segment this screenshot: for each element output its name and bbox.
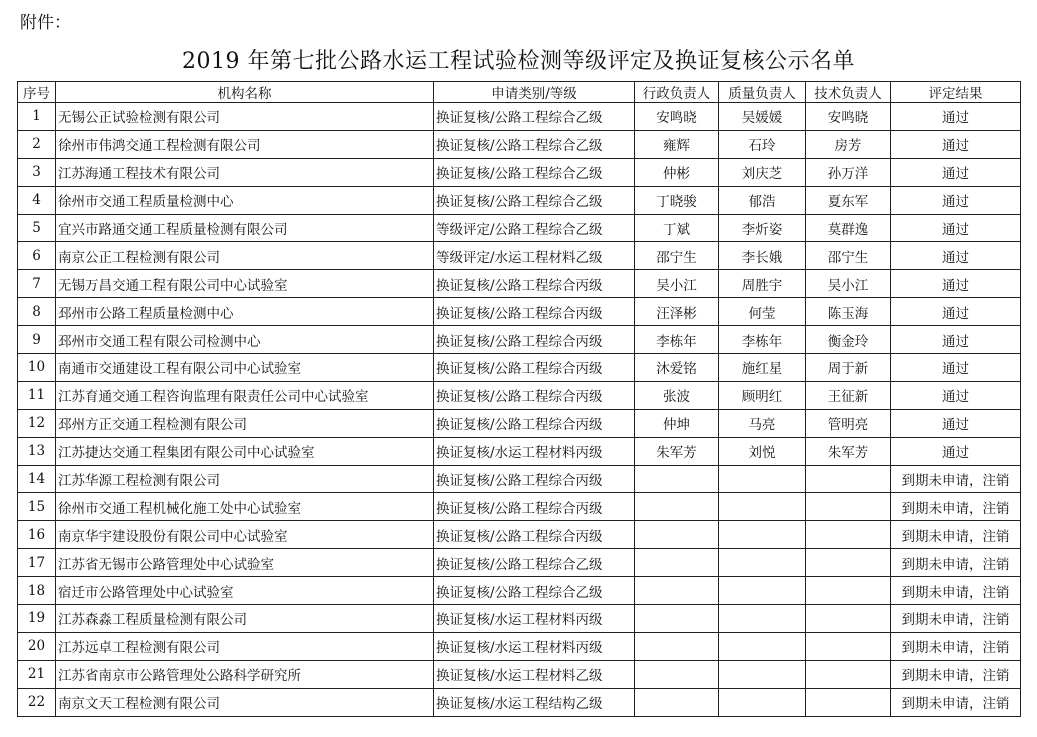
cell-index: 20 [18,632,56,660]
cell-index: 18 [18,577,56,605]
cell-admin-head: 丁斌 [635,214,719,242]
cell-quality-head: 顾明红 [719,381,806,409]
cell-tech-head [806,549,891,577]
cell-tech-head: 邵宁生 [806,242,891,270]
cell-admin-head [635,465,719,493]
cell-category: 等级评定/水运工程材料乙级 [434,242,635,270]
table-row [18,186,1021,214]
cell-index: 9 [18,326,56,354]
cell-index: 3 [18,158,56,186]
cell-quality-head [719,549,806,577]
header-tech-head: 技术负责人 [806,82,891,103]
cell-org-name: 徐州市伟鸿交通工程检测有限公司 [56,130,434,158]
cell-org-name: 江苏省南京市公路管理处公路科学研究所 [56,660,434,688]
table-row [18,577,1021,605]
cell-admin-head: 李栋年 [635,326,719,354]
cell-category: 换证复核/公路工程综合丙级 [434,521,635,549]
cell-index: 10 [18,354,56,382]
cell-admin-head: 仲彬 [635,158,719,186]
cell-tech-head [806,660,891,688]
document-title: 2019 年第七批公路水运工程试验检测等级评定及换证复核公示名单 [182,49,855,74]
table-row [18,381,1021,409]
cell-result: 通过 [891,437,1021,465]
header-category: 申请类别/等级 [434,82,635,103]
cell-org-name: 宜兴市路通交通工程质量检测有限公司 [56,214,434,242]
cell-index: 21 [18,660,56,688]
cell-admin-head [635,577,719,605]
table-row [18,660,1021,688]
cell-quality-head [719,688,806,716]
cell-org-name: 南京公正工程检测有限公司 [56,242,434,270]
table-body [18,103,1021,717]
cell-admin-head: 朱军芳 [635,437,719,465]
cell-index: 22 [18,688,56,716]
cell-admin-head: 雍辉 [635,130,719,158]
cell-admin-head [635,688,719,716]
cell-quality-head: 石玲 [719,130,806,158]
cell-admin-head: 安鸣晓 [635,103,719,131]
table-row [18,465,1021,493]
cell-result: 到期未申请，注销 [891,577,1021,605]
cell-admin-head: 仲坤 [635,409,719,437]
cell-quality-head [719,493,806,521]
results-table [17,81,1021,717]
cell-result: 到期未申请，注销 [891,549,1021,577]
cell-result: 通过 [891,354,1021,382]
cell-tech-head [806,521,891,549]
cell-quality-head: 何莹 [719,298,806,326]
cell-org-name: 南京文天工程检测有限公司 [56,688,434,716]
cell-category: 换证复核/公路工程综合乙级 [434,130,635,158]
table-row [18,103,1021,131]
cell-result: 通过 [891,158,1021,186]
cell-tech-head [806,632,891,660]
cell-admin-head: 丁晓骏 [635,186,719,214]
cell-index: 16 [18,521,56,549]
cell-category: 换证复核/水运工程结构乙级 [434,688,635,716]
cell-category: 换证复核/公路工程综合丙级 [434,465,635,493]
cell-quality-head [719,605,806,633]
header-admin-head: 行政负责人 [635,82,719,103]
cell-org-name: 南通市交通建设工程有限公司中心试验室 [56,354,434,382]
cell-admin-head [635,493,719,521]
cell-quality-head [719,521,806,549]
cell-quality-head: 李炘姿 [719,214,806,242]
cell-org-name: 邳州市交通工程有限公司检测中心 [56,326,434,354]
cell-quality-head: 吴媛媛 [719,103,806,131]
header-result: 评定结果 [891,82,1021,103]
cell-result: 通过 [891,214,1021,242]
cell-org-name: 江苏森淼工程质量检测有限公司 [56,605,434,633]
cell-org-name: 邳州市公路工程质量检测中心 [56,298,434,326]
cell-result: 通过 [891,270,1021,298]
table-row [18,214,1021,242]
cell-tech-head [806,577,891,605]
cell-index: 4 [18,186,56,214]
cell-quality-head: 马亮 [719,409,806,437]
table-row [18,549,1021,577]
cell-org-name: 徐州市交通工程质量检测中心 [56,186,434,214]
table-row [18,688,1021,716]
cell-admin-head [635,605,719,633]
cell-index: 8 [18,298,56,326]
cell-result: 通过 [891,103,1021,131]
cell-tech-head: 孙万洋 [806,158,891,186]
cell-org-name: 无锡万昌交通工程有限公司中心试验室 [56,270,434,298]
table-row [18,130,1021,158]
cell-tech-head: 夏东军 [806,186,891,214]
cell-org-name: 江苏省无锡市公路管理处中心试验室 [56,549,434,577]
cell-tech-head: 朱军芳 [806,437,891,465]
cell-tech-head [806,493,891,521]
cell-index: 2 [18,130,56,158]
table-row [18,409,1021,437]
cell-category: 换证复核/公路工程综合丙级 [434,381,635,409]
cell-result: 通过 [891,186,1021,214]
cell-quality-head: 刘庆芝 [719,158,806,186]
cell-category: 换证复核/公路工程综合丙级 [434,409,635,437]
cell-quality-head [719,660,806,688]
table-row [18,605,1021,633]
table-row [18,326,1021,354]
cell-org-name: 宿迁市公路管理处中心试验室 [56,577,434,605]
cell-result: 通过 [891,409,1021,437]
cell-org-name: 江苏育通交通工程咨询监理有限责任公司中心试验室 [56,381,434,409]
cell-admin-head: 邵宁生 [635,242,719,270]
cell-quality-head: 周胜宇 [719,270,806,298]
cell-org-name: 江苏捷达交通工程集团有限公司中心试验室 [56,437,434,465]
cell-result: 到期未申请，注销 [891,493,1021,521]
cell-category: 换证复核/水运工程材料乙级 [434,660,635,688]
cell-index: 12 [18,409,56,437]
cell-quality-head [719,465,806,493]
cell-result: 通过 [891,242,1021,270]
cell-category: 换证复核/公路工程综合丙级 [434,298,635,326]
cell-index: 17 [18,549,56,577]
cell-quality-head [719,632,806,660]
cell-category: 换证复核/公路工程综合乙级 [434,158,635,186]
cell-index: 15 [18,493,56,521]
cell-category: 换证复核/水运工程材料丙级 [434,437,635,465]
cell-category: 换证复核/公路工程综合丙级 [434,270,635,298]
cell-tech-head: 吴小江 [806,270,891,298]
cell-category: 换证复核/公路工程综合丙级 [434,326,635,354]
cell-tech-head: 陈玉海 [806,298,891,326]
cell-result: 通过 [891,298,1021,326]
table-row [18,632,1021,660]
table-row [18,242,1021,270]
table-row [18,437,1021,465]
cell-result: 到期未申请，注销 [891,632,1021,660]
cell-result: 到期未申请，注销 [891,521,1021,549]
cell-tech-head: 王征新 [806,381,891,409]
cell-result: 通过 [891,326,1021,354]
cell-admin-head [635,521,719,549]
cell-admin-head: 沐爱铭 [635,354,719,382]
cell-index: 19 [18,605,56,633]
cell-category: 换证复核/公路工程综合乙级 [434,549,635,577]
cell-tech-head: 莫群逸 [806,214,891,242]
cell-quality-head: 李栋年 [719,326,806,354]
cell-result: 通过 [891,381,1021,409]
cell-tech-head: 安鸣晓 [806,103,891,131]
cell-org-name: 南京华宇建设股份有限公司中心试验室 [56,521,434,549]
cell-admin-head [635,632,719,660]
cell-index: 7 [18,270,56,298]
table-row [18,158,1021,186]
cell-admin-head [635,660,719,688]
table-row [18,298,1021,326]
cell-tech-head [806,605,891,633]
cell-org-name: 江苏海通工程技术有限公司 [56,158,434,186]
cell-result: 到期未申请，注销 [891,465,1021,493]
header-index: 序号 [18,82,56,103]
cell-tech-head: 周于新 [806,354,891,382]
cell-org-name: 江苏华源工程检测有限公司 [56,465,434,493]
cell-index: 1 [18,103,56,131]
cell-tech-head: 衡金玲 [806,326,891,354]
cell-index: 11 [18,381,56,409]
table-row [18,354,1021,382]
attachment-label: 附件： [20,13,71,33]
cell-category: 等级评定/公路工程综合乙级 [434,214,635,242]
cell-admin-head [635,549,719,577]
table-row [18,521,1021,549]
header-quality-head: 质量负责人 [719,82,806,103]
cell-index: 14 [18,465,56,493]
cell-category: 换证复核/公路工程综合乙级 [434,577,635,605]
cell-tech-head [806,688,891,716]
cell-index: 5 [18,214,56,242]
table-header-row [18,82,1021,103]
cell-category: 换证复核/公路工程综合丙级 [434,493,635,521]
cell-category: 换证复核/水运工程材料丙级 [434,632,635,660]
cell-org-name: 徐州市交通工程机械化施工处中心试验室 [56,493,434,521]
cell-index: 6 [18,242,56,270]
cell-result: 到期未申请，注销 [891,660,1021,688]
cell-result: 到期未申请，注销 [891,688,1021,716]
cell-result: 通过 [891,130,1021,158]
cell-quality-head: 郁浩 [719,186,806,214]
cell-quality-head: 刘悦 [719,437,806,465]
cell-org-name: 邳州方正交通工程检测有限公司 [56,409,434,437]
cell-category: 换证复核/水运工程材料丙级 [434,605,635,633]
cell-tech-head [806,465,891,493]
header-org-name: 机构名称 [56,82,434,103]
cell-category: 换证复核/公路工程综合丙级 [434,354,635,382]
cell-tech-head: 房芳 [806,130,891,158]
cell-category: 换证复核/公路工程综合乙级 [434,186,635,214]
cell-admin-head: 张波 [635,381,719,409]
cell-index: 13 [18,437,56,465]
cell-org-name: 江苏远卓工程检测有限公司 [56,632,434,660]
cell-org-name: 无锡公正试验检测有限公司 [56,103,434,131]
table-row [18,270,1021,298]
cell-admin-head: 汪泽彬 [635,298,719,326]
cell-category: 换证复核/公路工程综合乙级 [434,103,635,131]
cell-quality-head: 李长娥 [719,242,806,270]
table-row [18,493,1021,521]
cell-quality-head [719,577,806,605]
cell-quality-head: 施红星 [719,354,806,382]
cell-result: 到期未申请，注销 [891,605,1021,633]
cell-admin-head: 吴小江 [635,270,719,298]
cell-tech-head: 管明亮 [806,409,891,437]
